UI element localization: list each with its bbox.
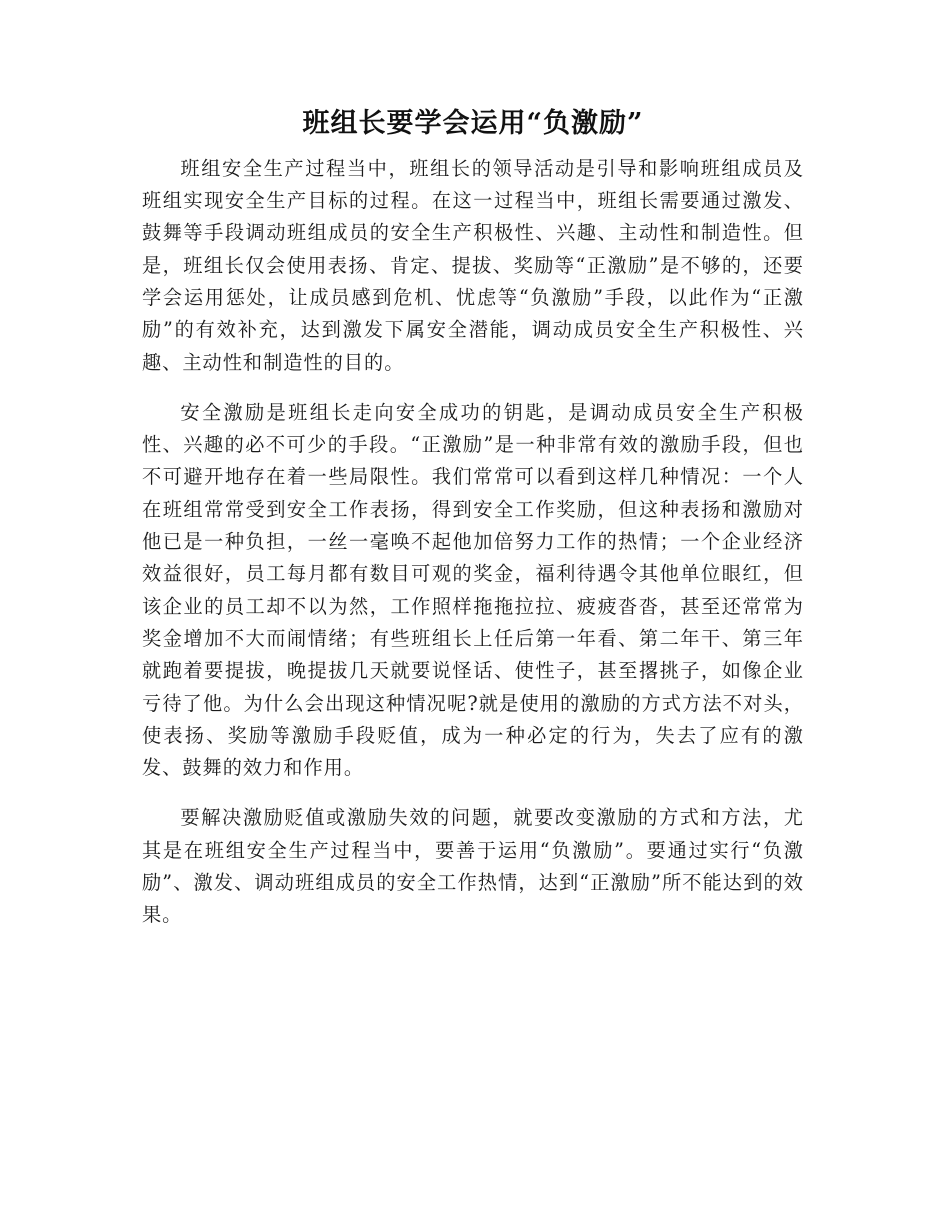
document-page [142, 105, 804, 950]
paragraph-3: 要解决激励贬值或激励失效的问题，就要改变激励的方式和方法，尤其是在班组安全生产过程当中，要善于运用“负激励”。要通过实行“负激励”、激发、调动班组成员的安全工作热情，达到“正激励”所不能达到的效果。 [142, 806, 804, 927]
page-title: 班组长要学会运用“负激励” [302, 108, 644, 139]
paragraph-1: 班组安全生产过程当中，班组长的领导活动是引导和影响班组成员及班组实现安全生产目标的过程。在这一过程当中，班组长需要通过激发、鼓舞等手段调动班组成员的安全生产积极性、兴趣、主动性和制造性。但是，班组长仅会使用表扬、肯定、提拔、奖励等“正激励”是不够的，还要学会运用惩处，让成员感到危机、忧虑等“负激励”手段，以此作为“正激励”的有效补充，达到激发下属安全潜能，调动成员安全生产积极性、兴趣、主动性和制造性的目的。 [142, 156, 804, 374]
paragraph-2: 安全激励是班组长走向安全成功的钥匙，是调动成员安全生产积极性、兴趣的必不可少的手段。“正激励”是一种非常有效的激励手段，但也不可避开地存在着一些局限性。我们常常可以看到这样几种情况：一个人在班组常常受到安全工作表扬，得到安全工作奖励，但这种表扬和激励对他已是一种负担，一丝一毫唤不起他加倍努力工作的热情；一个企业经济效益很好，员工每月都有数目可观的奖金，福利待遇令其他单位眼红，但该企业的员工却不以为然，工作照样拖拖拉拉、疲疲沓沓，甚至还常常为奖金增加不大而闹情绪；有些班组长上任后第一年看、第二年干、第三年就跑着要提拔，晚提拔几天就要说怪话、使性子，甚至撂挑子，如像企业亏待了他。为什么会出现这种情况呢?就是使用的激励的方式方法不对头，使表扬、奖励等激励手段贬值，成为一种必定的行为，失去了应有的激发、鼓舞的效力和作用。 [142, 400, 804, 780]
